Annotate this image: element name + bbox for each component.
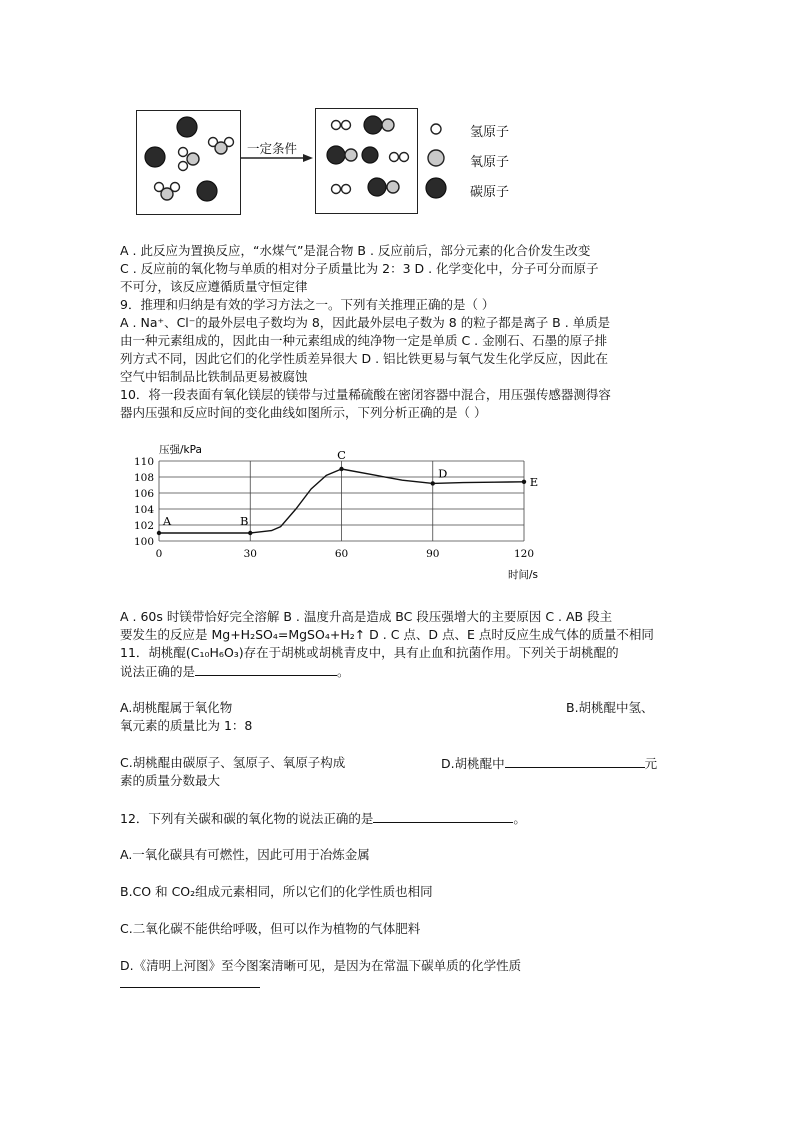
legend-hydrogen-label: 氢原子: [470, 125, 510, 140]
q8-line-3: 不可分，该反应遵循质量守恒定律: [120, 279, 308, 294]
carbon-atom-icon: [197, 181, 217, 201]
point-a: [157, 531, 161, 535]
point-c: [339, 467, 343, 471]
carbon-atom-icon: [362, 147, 378, 163]
q8-line-1: A . 此反应为置换反应，“水煤气”是混合物 B . 反应前后，部分元素的化合价发生改变: [120, 243, 591, 258]
q11-answer-blank[interactable]: [195, 663, 337, 676]
q11-option-a: A.胡桃醌属于氧化物: [120, 700, 233, 715]
x-tick-label: 60: [334, 548, 349, 560]
q12-stem-end: 。: [513, 811, 526, 826]
x-tick-label: 120: [513, 548, 535, 560]
q11-option-d-1: [441, 755, 657, 772]
hydrogen-molecule-icon: [390, 153, 409, 162]
q10-line-2: 要发生的反应是 Mg+H₂SO₄=MgSO₄+H₂↑ D . C 点、D 点、E 点时反应生成气体的质量不相同: [120, 627, 654, 642]
q12-option-a: A.一氧化碳具有可燃性，因此可用于冶炼金属: [120, 847, 370, 862]
carbon-monoxide-icon: [368, 178, 399, 196]
q11-stem-1: 11．胡桃醌(C₁₀H₆O₃)存在于胡桃或胡桃青皮中，具有止血和抗菌作用。下列关于胡桃醌的: [120, 645, 619, 660]
q11-option-b-2: 氧元素的质量比为 1：8: [120, 718, 253, 733]
q11-option-d-end: 元: [644, 756, 658, 771]
hydrogen-molecule-icon: [332, 185, 351, 194]
pressure-time-chart: [120, 440, 560, 585]
q11-option-b-1: B.胡桃醌中氢、: [566, 700, 654, 715]
q11-option-d-2: 素的质量分数最大: [120, 773, 221, 788]
q12-option-c: C.二氧化碳不能供给呼吸，但可以作为植物的气体肥料: [120, 921, 421, 936]
point-b: [248, 531, 252, 535]
x-tick-label: 90: [426, 548, 440, 560]
carbon-atom-icon: [145, 147, 165, 167]
q8-line-2: C . 反应前的氧化物与单质的相对分子质量比为 2：3 D . 化学变化中，分子可分而原子: [120, 261, 599, 276]
x-tick-label: 30: [243, 548, 257, 560]
point-label: A: [162, 514, 172, 528]
q10-stem-2: 器内压强和反应时间的变化曲线如图所示，下列分析正确的是（ ）: [120, 405, 487, 420]
carbon-atom-icon: [426, 178, 446, 198]
q11-option-d-blank[interactable]: [505, 755, 645, 768]
hydrogen-molecule-icon: [332, 121, 351, 130]
legend-carbon-label: 碳原子: [470, 185, 510, 200]
q12-stem: [120, 810, 526, 827]
point-label: B: [240, 514, 249, 528]
q11-stem-2-text: 说法正确的是: [120, 664, 196, 679]
water-molecule-icon: [179, 148, 200, 171]
oxygen-atom-icon: [428, 150, 444, 166]
q10-line-1: A . 60s 时镁带恰好完全溶解 B . 温度升高是造成 BC 段压强增大的主要原因 C . AB 段主: [120, 609, 613, 624]
y-tick-label: 110: [133, 456, 154, 468]
water-molecule-icon: [155, 183, 180, 201]
reactants-molecules: [137, 111, 240, 214]
products-molecules: [316, 109, 417, 213]
q11-option-c: C.胡桃醌由碳原子、氢原子、氧原子构成: [120, 755, 346, 770]
arrow-label: 一定条件: [247, 141, 298, 156]
q12-answer-blank[interactable]: [373, 810, 513, 823]
y-tick-label: 106: [133, 488, 154, 500]
q9-line-1: A . Na⁺、Cl⁻的最外层电子数均为 8，因此最外层电子数为 8 的粒子都是离子 B . 单质是: [120, 315, 611, 330]
point-label: E: [529, 474, 539, 489]
point-d: [431, 481, 435, 485]
q12-option-b: B.CO 和 CO₂组成元素相同，所以它们的化学性质也相同: [120, 884, 433, 899]
q9-line-4: 空气中铝制品比铁制品更易被腐蚀: [120, 369, 308, 384]
reactants-box: [136, 110, 241, 215]
water-molecule-icon: [209, 138, 234, 155]
q9-line-2: 由一种元素组成的，因此由一种元素组成的纯净物一定是单质 C . 金刚石、石墨的原子排: [120, 333, 608, 348]
point-label: D: [438, 466, 448, 481]
q11-stem-2: [120, 663, 350, 680]
carbon-monoxide-icon: [364, 116, 394, 134]
legend-oxygen-label: 氧原子: [470, 155, 510, 170]
x-axis-label: 时间/s: [507, 569, 538, 581]
y-axis-label: 压强/kPa: [159, 444, 202, 456]
point-label: C: [337, 448, 346, 462]
q12-option-d: D.《清明上河图》至今图案清晰可见，是因为在常温下碳单质的化学性质: [120, 958, 522, 973]
q10-stem-1: 10．将一段表面有氧化镁层的镁带与过量稀硫酸在密闭容器中混合，用压强传感器测得容: [120, 387, 611, 402]
carbon-monoxide-icon: [327, 146, 357, 164]
legend: [424, 118, 534, 208]
hydrogen-atom-icon: [431, 124, 441, 134]
y-tick-label: 102: [133, 520, 154, 532]
q9-line-3: 列方式不同，因此它们的化学性质差异很大 D . 铝比铁更易与氧气发生化学反应，因此在: [120, 351, 609, 366]
y-tick-label: 104: [133, 504, 154, 516]
y-tick-label: 108: [133, 472, 154, 484]
products-box: [315, 108, 418, 214]
x-tick-label: 0: [155, 548, 163, 560]
point-e: [522, 480, 526, 484]
carbon-atom-icon: [177, 117, 197, 137]
q9-stem: 9．推理和归纳是有效的学习方法之一。下列有关推理正确的是（ ）: [120, 297, 495, 312]
q12-option-d-blank[interactable]: [120, 987, 260, 988]
reaction-arrow: [239, 139, 315, 169]
y-tick-label: 100: [133, 536, 154, 548]
q11-stem-2-end: 。: [337, 664, 350, 679]
q12-stem-text: 12．下列有关碳和碳的氧化物的说法正确的是: [120, 811, 374, 826]
q11-option-d-text: D.胡桃醌中: [441, 756, 505, 771]
